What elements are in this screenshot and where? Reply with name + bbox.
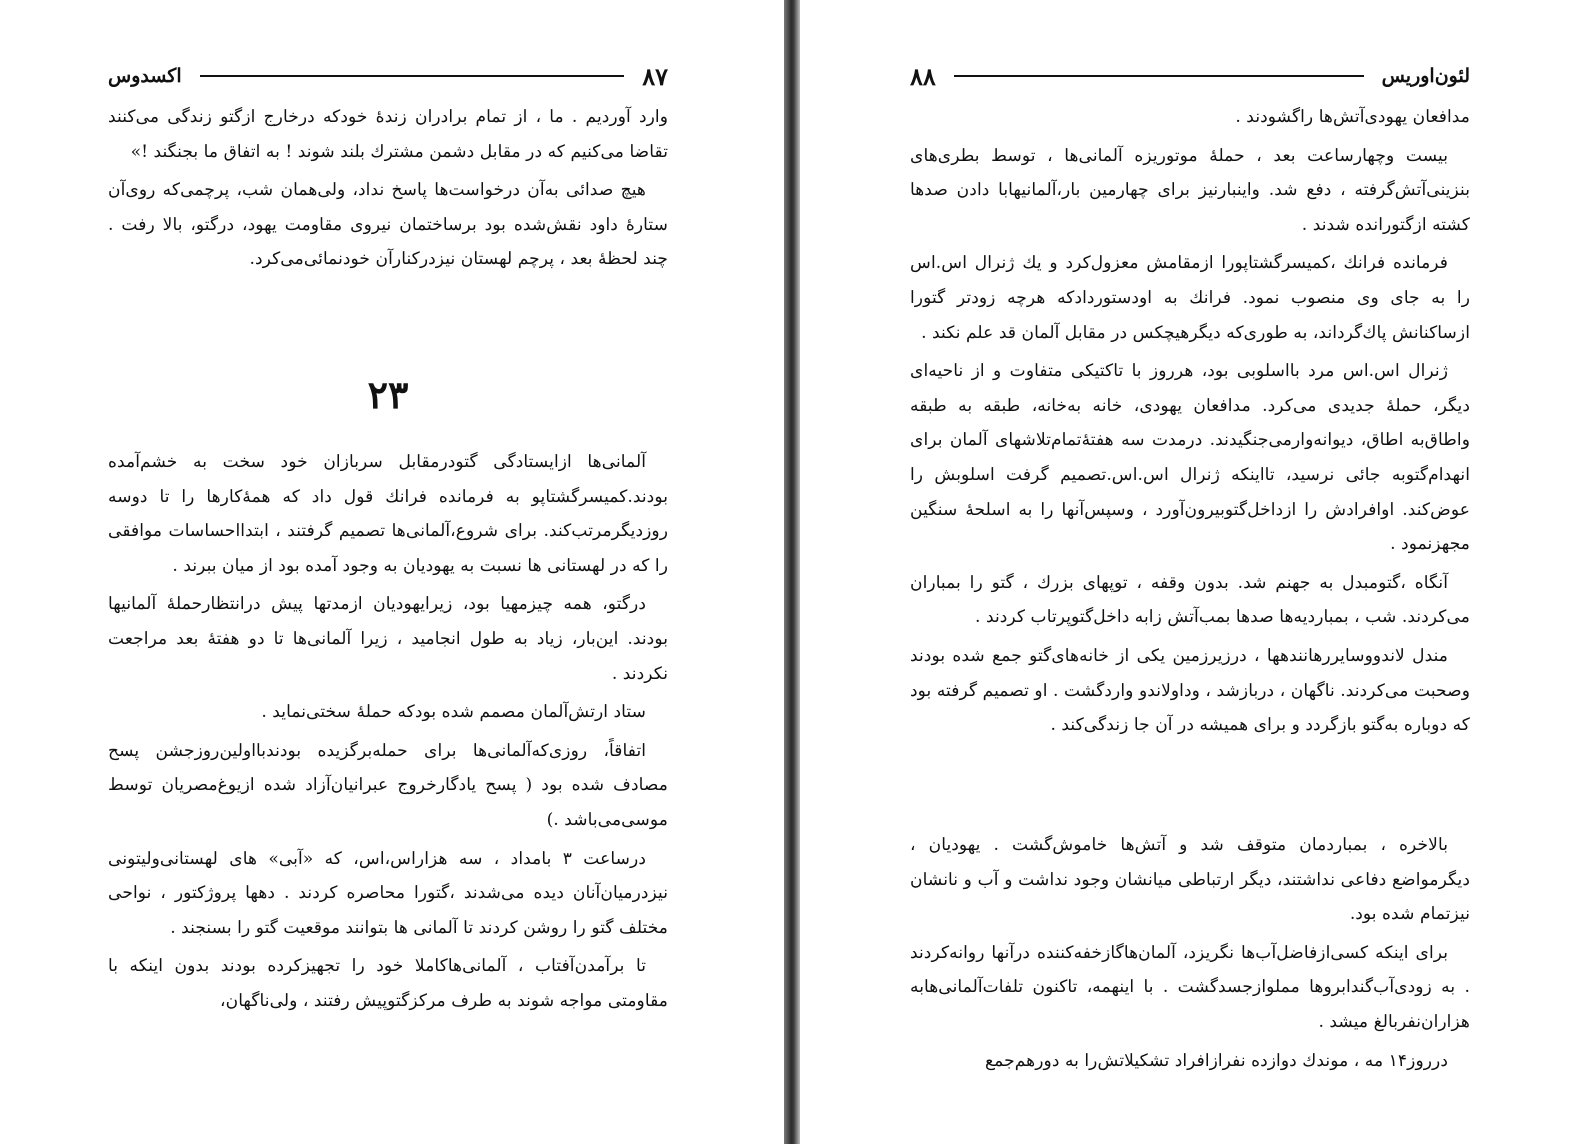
left-page bbox=[0, 0, 784, 1144]
right-page-header bbox=[910, 58, 1470, 94]
paragraph: درساعت ۳ بامداد ، سه هزاراس،اس، که «آبی» های لهستانی‌ولیتونی نیزدرمیان‌آنان دیده می‌شدند ،گتورا محاصره کردند . دهها پروژکتور ، نواحی مختلف گتو را روشن کردند تا آلمانی ها بتوانند موقعیت گتو را بسنجند . bbox=[108, 848, 668, 938]
paragraph: ژنرال اس.اس مرد بااسلوبی بود، هرروز با تاکتیکی متفاوت و از ناحیه‌ای دیگر، حملهٔ جدیدی می‌کرد. مدافعان یهودی، خانه به‌خانه، طبقه به طبقه واطاق‌به اطاق، دیوانه‌وارمی‌جنگیدند. درمدت سه هفتهٔ‌تمام‌تلاشهای آلمان برای انهدام‌گتوبه جائی نرسید، تااینکه ژنرال اس.اس.تصمیم گرفت اسلوبش را عوض‌کند. اوافرادش را ازداخل‌گتوبیرون‌آورد ، وسپس‌آنها را به اسلحهٔ سنگین مجهزنمود . bbox=[910, 361, 1470, 555]
paragraph: تا برآمدن‌آفتاب ، آلمانی‌هاکاملا خود را تجهیز‌کرده بودند بدون اینکه با مقاومتی مواجه شوند به طرف مرکزگتوپیش رفتند ، ولی‌ناگهان، bbox=[108, 956, 668, 1011]
paragraph: آنگاه ،گتومبدل به جهنم شد. بدون وقفه ، توپهای بزرك ، گتو را بمباران می‌کردند. شب ، بمباردیه‌ها صدها بمب‌آتش زابه داخل‌گتوپرتاب کردند . bbox=[910, 572, 1470, 628]
paragraph: مدافعان یهودی‌آتش‌ها راگشودند . bbox=[1235, 107, 1470, 127]
left-page-header bbox=[108, 58, 668, 94]
left-page-number: ۸۷ bbox=[642, 61, 668, 91]
right-page bbox=[800, 0, 1588, 1144]
paragraph: بیست وچهارساعت بعد ، حملهٔ موتوریزه آلمانی‌ها ، توسط بطری‌های بنزینی‌آتش‌گرفته ، دفع شد. واینبارنیز برای چهارمین بار،آلمانیهابا دادن صدها کشته ازگتورانده شدند . bbox=[910, 145, 1470, 235]
paragraph: هیچ صدائی به‌آن درخواست‌ها پاسخ نداد، ولی‌همان شب، پرچمی‌که روی‌آن ستارهٔ داود نقش‌شده بود برساختمان نیروی مقاومت یهود، درگتو، بالا رفت . چند لحظهٔ بعد ، پرچم لهستان نیزدرکنارآن خودنمائی‌می‌کرد. bbox=[108, 180, 668, 270]
paragraph: درگتو، همه چیزمهیا بود، زیرایهودیان ازمدتها پیش درانتظارحملهٔ آلمانیها بودند. این‌بار، زیاد به طول انجامید ، زیرا آلمانی‌ها تا دو هفتهٔ بعد مراجعت نکردند . bbox=[108, 594, 668, 684]
header-rule bbox=[200, 75, 625, 77]
left-top-text bbox=[108, 100, 668, 281]
right-page-number: ۸۸ bbox=[910, 61, 936, 91]
paragraph: ستاد ارتش‌آلمان مصمم شده بودکه حملهٔ سختی‌نماید . bbox=[261, 702, 646, 723]
paragraph: برای اینکه کسی‌ازفاضل‌آب‌ها نگریزد، آلمان‌هاگازخفه‌کننده درآنها روانه‌کردند . به زودی‌آب‌گندابروها مملوازجسدگشت . با اینهمه، تاکنون تلفات‌آلمانی‌هابه هزاران‌نفربالغ میشد . bbox=[910, 942, 1470, 1032]
paragraph: آلمانی‌ها ازایستادگی گتودرمقابل سربازان خود سخت به خشم‌آمده بودند.کمیسرگشتاپو به فرمانده فرانك قول داد که همهٔ‌کارها را تا دوسه روزدیگرمرتب‌کند. برای شروع،آلمانی‌ها تصمیم گرفتند ، ابتدااحساسات موافقی را که در لهستانی ها نسبت به یهودیان به وجود آمده بود از میان ببرند . bbox=[108, 452, 668, 576]
right-running-title: لئون‌اوریس bbox=[1381, 65, 1470, 87]
paragraph: وارد آوردیم . ما ، از تمام برادران زندهٔ خودکه درخارج ازگتو زندگی می‌کنند تقاضا می‌کنیم که در مقابل دشمن مشترك بلند شوند ! به اتفاق ما بجنگند !» bbox=[108, 107, 668, 162]
header-rule bbox=[954, 75, 1364, 77]
right-lower-text bbox=[910, 828, 1470, 1082]
left-chapter-text bbox=[108, 445, 668, 1023]
paragraph: بالاخره ، بمباردمان متوقف شد و آتش‌ها خاموش‌گشت . یهودیان ، دیگرمواضع دفاعی نداشتند، دیگر ارتباطی میانشان وجود نداشت و آب و نانشان نیزتمام شده بود. bbox=[910, 835, 1470, 925]
right-text bbox=[910, 100, 1470, 747]
paragraph: مندل لاندووسایررهانندهها ، درزیرزمین یکی از خانه‌های‌گتو جمع شده بودند وصحبت می‌کردند. ناگهان ، دربازشد ، وداولاندو واردگشت . او تصمیم گرفته بود که دوباره به‌گتو بازگردد و برای همیشه در آن جا زندگی‌کند . bbox=[910, 645, 1470, 736]
paragraph: درروز۱۴ مه ، موندك دوازده نفرازافراد تشکیلاتش‌را به دورهم‌جمع bbox=[985, 1050, 1448, 1071]
left-running-title: اکسدوس bbox=[108, 65, 182, 87]
paragraph: اتفاقاً، روزی‌که‌آلمانی‌ها برای حمله‌برگزیده بودندبااولین‌روزجشن پسح مصادف شده بود ( پسح یادگارخروج عبرانیان‌آزاد شده ازیوغ‌مصریان توسط موسی‌می‌باشد .) bbox=[108, 740, 668, 830]
paragraph: فرمانده فرانك ،کمیسرگشتاپورا ازمقامش معزول‌کرد و یك ژنرال اس.اس را به جای وی منصوب نمود. فرانك به اودستورداد‌که هرچه زودتر گتورا ازساکنانش پاك‌گرداند، به طوری‌که دیگرهیچکس در مقابل آلمان قد علم نکند . bbox=[910, 253, 1470, 343]
book-gutter bbox=[784, 0, 800, 1144]
chapter-number: ۲۳ bbox=[367, 372, 409, 417]
